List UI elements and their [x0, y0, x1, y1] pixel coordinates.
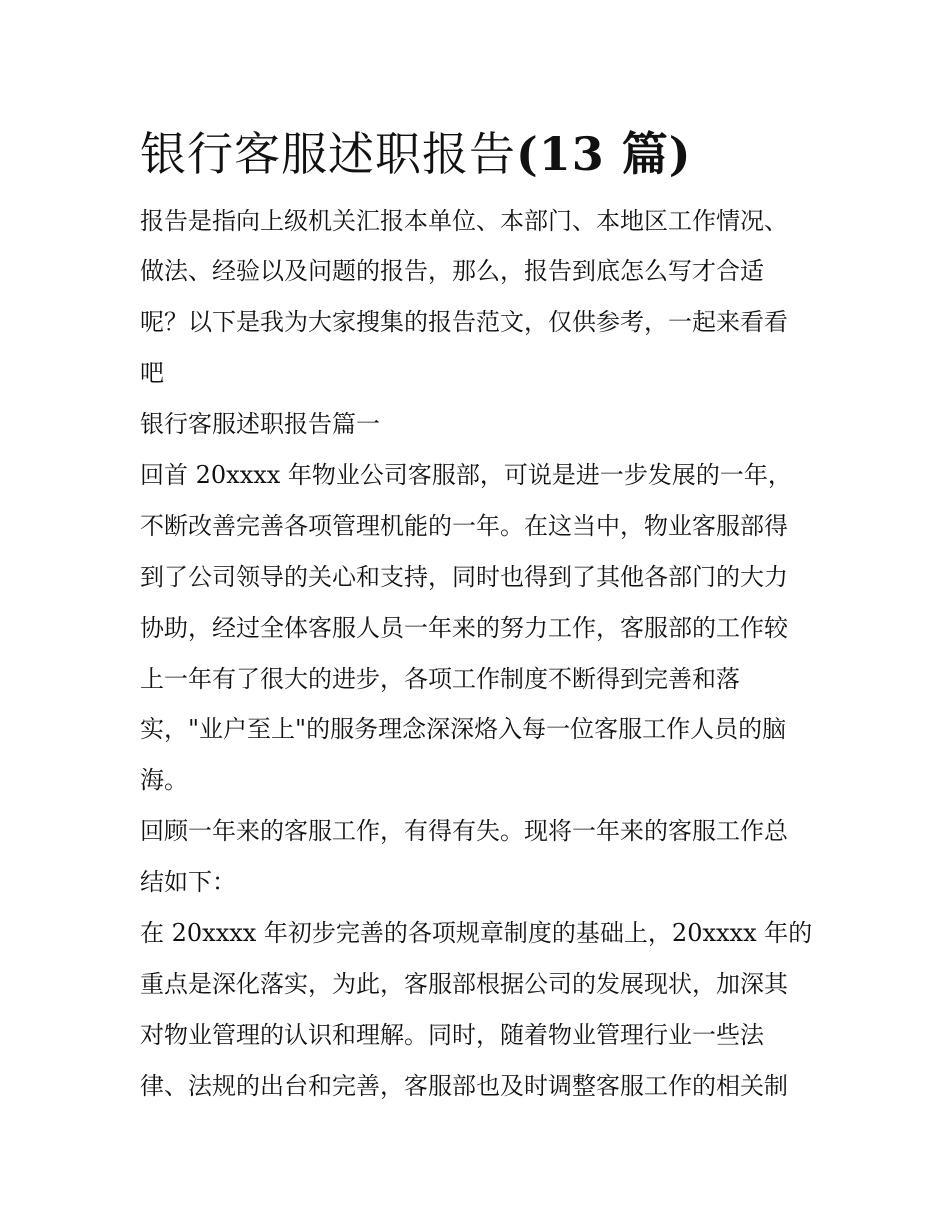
title-count: (13 篇) [516, 127, 692, 181]
body-line-8: 回顾一年来的客服工作，有得有失。现将一年来的客服工作总 [140, 817, 788, 845]
body-line-9: 结如下： [140, 868, 236, 896]
document-title [140, 118, 692, 184]
body-line-13: 律、法规的出台和完善，客服部也及时调整客服工作的相关制 [140, 1072, 788, 1100]
body-line-2: 不断改善完善各项管理机能的一年。在这当中，物业客服部得 [140, 512, 788, 540]
body-line-1: 回首 20xxxx 年物业公司客服部，可说是进一步发展的一年， [140, 461, 792, 489]
intro-line-4: 吧 [140, 359, 164, 387]
body-line-6: 实，"业户至上"的服务理念深深烙入每一位客服工作人员的脑 [140, 715, 787, 743]
body-line-3: 到了公司领导的关心和支持，同时也得到了其他各部门的大力 [140, 563, 788, 591]
body-line-10: 在 20xxxx 年初步完善的各项规章制度的基础上，20xxxx 年的 [140, 919, 813, 947]
intro-line-2: 做法、经验以及问题的报告，那么，报告到底怎么写才合适 [140, 257, 764, 285]
section-heading: 银行客服述职报告篇一 [140, 410, 380, 438]
body-line-11: 重点是深化落实，为此，客服部根据公司的发展现状，加深其 [140, 970, 788, 998]
intro-line-3: 呢？以下是我为大家搜集的报告范文，仅供参考，一起来看看 [140, 308, 788, 336]
intro-line-1: 报告是指向上级机关汇报本单位、本部门、本地区工作情况、 [140, 207, 788, 235]
body-line-12: 对物业管理的认识和理解。同时，随着物业管理行业一些法 [140, 1021, 764, 1049]
body-line-5: 上一年有了很大的进步，各项工作制度不断得到完善和落 [140, 665, 740, 693]
body-line-7: 海。 [140, 766, 188, 794]
title-text: 银行客服述职报告 [140, 127, 516, 181]
body-line-4: 协助，经过全体客服人员一年来的努力工作，客服部的工作较 [140, 614, 788, 642]
